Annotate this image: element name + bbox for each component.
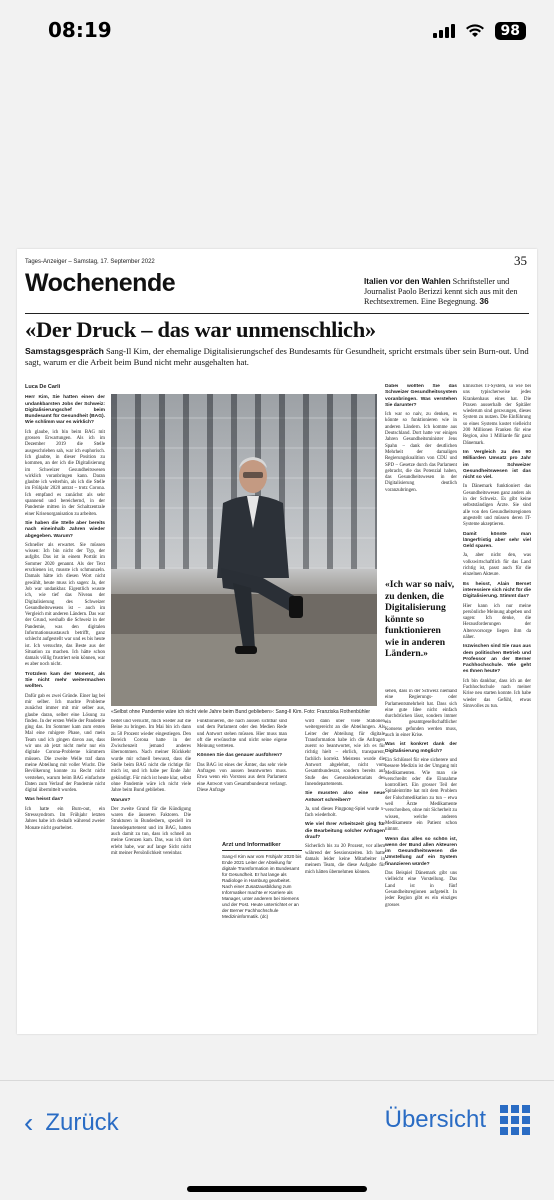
- column-6-body: [463, 384, 531, 710]
- interview-answer: Ja, aber nicht den, was volkswirtschaftlich für das Land richtig ist, passt auch für die einzelnen Akteure.: [463, 553, 531, 578]
- headline: «Der Druck – das war unmenschlich»: [25, 317, 376, 342]
- interview-question: Können Sie das genauer ausführen?: [197, 753, 283, 759]
- interview-answer: sehen, dass in der Schweiz niemand eine Regierungs- oder Parlamentsmehrheit hat. Dass sich eine gute Idee nicht einfach durchdrücken lässt, sondern immer ein gesamtgesellschaftlicher Konsens gefunden werden muss, auch in einer Krise.: [385, 689, 457, 739]
- interview-answer: Funktionieren, die nach aussen sichtbar sind und dem Parlament oder den Medien Rede und Antwort stehen müssen. Hier muss man oft die erwünschte und nicht seine eigene Meinung vertreten.: [197, 719, 287, 750]
- interview-answer: Ich glaube, ich bin beim BAG mit grossen Erwartungen. Als ich im Dezember 2019 die Stelle ausgeschrieben sah, war ich euphorisch. Ich glaubte, in dieser Position zu kommen, an der ich die Digitalisierung im Schweizer Gesundheitswesen wirklich voranbringen kann. Daran glaubte ich weiterhin, als ich die Stelle im Frühjahr 2020 antrat – trotz Corona. Ich empfand es zunächst als sehr spannend und bereichernd, in der Pandemie mitten in der Schaltzentrale einer Krisenorganisation zu arbeiten.: [25, 429, 105, 517]
- pull-quote: «Ich war so naiv, zu denken, die Digitalisierung könnte so funktionieren wie in anderen Ländern.»: [385, 579, 455, 659]
- column-4: [305, 719, 385, 1029]
- page-number: 35: [514, 253, 527, 268]
- interview-answer: Ich war so naiv, zu denken, es könnte so funktionieren wie in anderen Ländern. Ich komme aus Deutschland. Dort hatte vor einigen Jahren Gesundheitsminister Jens Spahn – dank der deutlichen Mehrheit der damaligen Regierungskoalition von CDU und SPD – Gesetze durch das Parlament gebracht, die das Potenzial haben, das Gesundheitswesen in der Digitalisierung deutlich voranzubringen.: [385, 412, 457, 493]
- grid-icon: [500, 1105, 530, 1135]
- chevron-left-icon: ‹: [24, 1107, 34, 1138]
- interview-question: Sie mussten also eine neue Antwort schreiben?: [305, 791, 385, 803]
- column-1-body: [25, 395, 105, 832]
- interview-answer: In Dänemark funktioniert das Gesundheitswesen ganz anders als in der Schweiz. Es gibt keine selbstständigen Ärzte. Sie sind alle von den Gesundheitsregionen angestellt und müssen deren IT-Systeme akzeptieren.: [463, 484, 531, 528]
- status-bar: [0, 0, 554, 64]
- interview-question: Dabei wollten Sie das Schweizer Gesundheitssystem voranbringen. Was verstehen Sie darunter?: [385, 384, 457, 408]
- interview-answer: Hier kann ich nur meine persönliche Meinung abgeben und sagen: Ich denke, die Herausforderungen der Altersvorsorge liegen ihm da näher.: [463, 603, 531, 640]
- interview-answer: Ich bin dankbar, dass ich an der Fachhochschule nach meiner Krise neu starten konnte. Ich habe wieder das Gefühl, etwas Sinnvolles zu tun.: [463, 678, 531, 709]
- epaper-viewer[interactable]: [0, 64, 554, 1080]
- interview-question: Es heisst, Alain Berset interessiere sich nicht für die Digitalisierung. Stimmt das?: [463, 581, 531, 600]
- interview-answer: Ich hatte ein Burn-out, ein Stresssyndrom. Im Frühjahr letzten Jahres habe ich deshalb während zweier Monate nicht gearbeitet.: [25, 806, 105, 831]
- interview-answer: Das Beispiel Dänemark gibt uns vielleicht eine Vorstellung. Das Land ist in fünf Gesundheitsregionen aufgeteilt. In jeder Region gibt es ein einziges grosses: [385, 871, 457, 908]
- lead-text: Sang-Il Kim, der ehemalige Digitalisierungschef des Bundesamts für Gesundheit, spricht erstmals über sein Burn-out. Und sagt, warum er die Arbeit beim Bund nicht mehr ausgehalten hat.: [25, 346, 529, 367]
- interview-answer: Sicherlich bis zu 20 Prozent, vor allem während der Sessionszeiten. Ich hatte damals leider keine Mitarbeiter in meinem Team, die diese Aufgabe für mich hätten übernehmen können.: [305, 844, 385, 875]
- overview-label: Übersicht: [384, 1106, 486, 1133]
- interview-question: Damit könnte man längerfristig aber sehr viel Geld sparen.: [463, 531, 531, 550]
- column-5-body: [385, 384, 457, 494]
- interview-answer: klinisches IT-System, so wie bei uns typischerweise jedes Krankenhaus eines hat. Die Praxen ausserhalb der Spitäler wiederum sind gezwungen, dieses System zu nutzen. Die Einführung so eines Systems kostet vielleicht 200 Millionen Franken für eine Region, also 1 Milliarde für ganz Dänemark.: [463, 384, 531, 446]
- interview-answer: Das BAG ist eines der Ämter, das sehr viele Anfragen von aussen beantworten muss. Etwa wenn ein Vorstoss aus dem Parlament eine Antwort vom Gesamtbundesrat verlangt. Diese Anfrage: [197, 762, 287, 793]
- column-3: [197, 719, 287, 839]
- column-5: [385, 384, 457, 574]
- interview-answer: wird dann über viele Stationen weitergereicht an die Abteilungen. Als Leiter der Abteilung für digitale Transformation habe ich die Anfragen zuerst so beantwortet, wie ich es für richtig hielt – ehrlich, transparent, fachlich korrekt. Meistens wurde die Antwort abgelehnt, nicht vom Gesamtbundesrat, sondern bereits auf Stufe des Generalsekretariats des Innendepartements.: [305, 719, 385, 787]
- interview-answer: Ja, und dieses Pingpong-Spiel wurde x-fach wiederholt.: [305, 806, 385, 819]
- interview-answer: Schneller als erwartet. Sie müssen wissen: Ich bin nicht der Typ, der aufgibt. Das ist in einem Porträt im Sommer 2020 genannt. Als der Text erschienen ist, musste ich schmunzeln. Damals hätte ich diesen Wort nicht gewählt, heute muss ich sagen: Ja, der Job war undankbar. Eigentlich wusste ich, wie tief das Niveau der Digitalisierung des Schweizer Gesundheitswesens ist – auch im Vergleich mit anderen Ländern. Das war der Grund, weshalb die Schweiz in der Pandemie, was den digitalen Informationsaustausch betrifft, ganz schlecht aufgestellt war und es bis heute ist. Ich versuchte, das Beste aus der Situation zu machen. Ich hätte schon damals völlig frustriert sein können, war es aber noch nicht.: [25, 542, 105, 668]
- lead: [25, 346, 530, 368]
- battery-indicator: 98: [495, 22, 526, 40]
- column-3-body: [197, 719, 287, 794]
- lead-kicker: Samstagsgespräch: [25, 346, 104, 356]
- teaser-title: Italien vor den Wahlen: [364, 277, 451, 286]
- interview-question: Warum?: [111, 797, 131, 803]
- article-photo[interactable]: [111, 394, 377, 706]
- interview-question: Wenn das alles so schön ist, wenn der Bund allen Akteuren im Gesundheitswesen die Umstellung auf ein System finanzieren würde?: [385, 836, 457, 867]
- interview-answer: beitet und versucht, mich wieder auf die Beine zu bringen. Im Mai bin ich dann zu 50 Prozent wieder eingestiegen. Den Bereich Corona hatte in der Zwischenzeit jemand anderes übernommen. Nach meiner Rückkehr wurde mir schnell bewusst, dass die Stelle beim BAG nicht die richtige für mich ist, und ich habe per Ende Jahr gekündigt. Für mich ist heute klar, selbst ohne Pandemie wäre ich nicht viele Jahre beim Bund geblieben.: [111, 719, 191, 794]
- interview-question: Was ist konkret dank der Digitalisierung möglich?: [385, 742, 457, 754]
- interview-answer: Ein Schlüssel für eine sicherere und bessere Medizin ist der Umgang mit Medikamenten. Wie man sie verschreibt oder die Einnahme kontrolliert. Ein grosser Teil der Spitaleintritte hat mit dem Problem der Falschmedikation zu tun – etwa weil Ärzte Medikamente verschreiben, ohne mit Sicherheit zu wissen, welche anderen Medikamente ein Patient schon nimmt.: [385, 757, 457, 833]
- teaser-text: Schriftsteller und Journalist Paolo Berizzi kennt sich aus mit den Rechtsextremen. Eine Begegnung.: [364, 277, 518, 306]
- back-button[interactable]: [24, 1109, 119, 1137]
- signal-icon: [433, 24, 455, 38]
- status-icons: [433, 22, 526, 40]
- overview-button[interactable]: [385, 1105, 530, 1135]
- column-4-body: [305, 719, 385, 876]
- person-figure: [203, 448, 303, 658]
- teaser[interactable]: [364, 277, 532, 307]
- info-box: [222, 842, 302, 920]
- author: Luca De Carli: [25, 384, 61, 390]
- interview-question: Wie viel Ihrer Arbeitszeit ging für die Bearbeitung solcher Anfragen drauf?: [305, 822, 385, 841]
- column-6: [463, 384, 531, 1029]
- column-1: [25, 384, 105, 1024]
- interview-question: Inzwischen sind Sie raus aus dem politischen Betrieb und Professor an der Berner Fachhochschule. Wie geht es Ihnen heute?: [463, 644, 531, 675]
- bottom-toolbar: [0, 1080, 554, 1200]
- clock: 08:19: [48, 18, 112, 42]
- column-2: [111, 719, 191, 1029]
- divider: [25, 313, 529, 314]
- interview-question: Herr Kim, Sie hatten einen der undankbarsten Jobs der Schweiz: Digitalisierungschef beim Bundesamt für Gesundheit (BAG). Wie schlimm war es wirklich?: [25, 395, 105, 426]
- interview-answer: Der zweite Grund für die Kündigung waren die äusseren Faktoren. Die Strukturen in Bundesbern, speziell im Innendepartement und im BAG, hatten auch damit zu tun, dass ich schnell an meine Grenzen kam. Das, was ich dort erlebt habe, war auf lange Sicht nicht mit meiner Persönlichkeit vereinbar.: [111, 806, 191, 856]
- home-indicator: [187, 1186, 367, 1192]
- wifi-icon: [465, 24, 485, 38]
- interview-question: Trotzdem kam der Moment, als Sie nicht mehr weitermachen wollten.: [25, 671, 105, 690]
- interview-question: Im Vergleich zu den 90 Milliarden Umsatz pro Jahr im Schweizer Gesundheitswesen ist das nicht so viel.: [463, 449, 531, 481]
- teaser-page: 36: [477, 297, 489, 306]
- info-box-title: Arzt und Informatiker: [222, 842, 302, 851]
- masthead: Tages-Anzeiger – Samstag, 17. September 2022: [25, 259, 155, 265]
- info-box-text: Sang-Il Kim war vom Frühjahr 2020 bis Ende 2021 Leiter der Abteilung für digitale Transformation im Bundesamt für Gesundheit. Er hat lange als Radiologe in Hamburg gearbeitet. Nach einer Zusatzausbildung zum Informatiker machte er Karriere als Manager, unter anderem bei Siemens und der Post. Heute unterrichtet er an der Berner Fachhochschule Medizininformatik. (dc): [222, 854, 302, 919]
- back-label: Zurück: [45, 1109, 119, 1136]
- column-5b-body: [385, 689, 457, 909]
- interview-question: Sie haben die Stelle aber bereits nach eineinhalb Jahren wieder abgegeben. Warum?: [25, 520, 105, 539]
- interview-question: Was heisst das?: [25, 797, 64, 803]
- interview-answer: Dafür gab es zwei Gründe. Einer lag bei mir selber. Ich machte Probleme zunächst immer mit mir selber aus, glaube daran, selber eine Lösung zu finden. In der ersten Welle der Pandemie ging das. Im Sommer kam zum ersten Mal eine ruhigere Phase, und mein Team und ich gingen davon aus, dass wir uns ab jetzt nicht mehr nur ein digitale Corona-Probleme kümmern müssen. Die zweite Welle traf dann meine Abteilung mit voller Wucht. Die Bevölkerung konnte zu Recht nicht verstehen, warum beim BAG einfachste Daten zum Verlauf der Pandemie nicht digital übermittelt wurden.: [25, 693, 105, 794]
- column-5b: [385, 689, 457, 1029]
- photo-caption: «Selbst ohne Pandemie wäre ich nicht viele Jahre beim Bund geblieben»: Sang-Il Kim. Foto: Franziska Rothenbühler: [111, 709, 371, 715]
- column-2-body: [111, 719, 191, 857]
- newspaper-page[interactable]: [17, 249, 537, 1034]
- section-title: Wochenende: [25, 269, 176, 297]
